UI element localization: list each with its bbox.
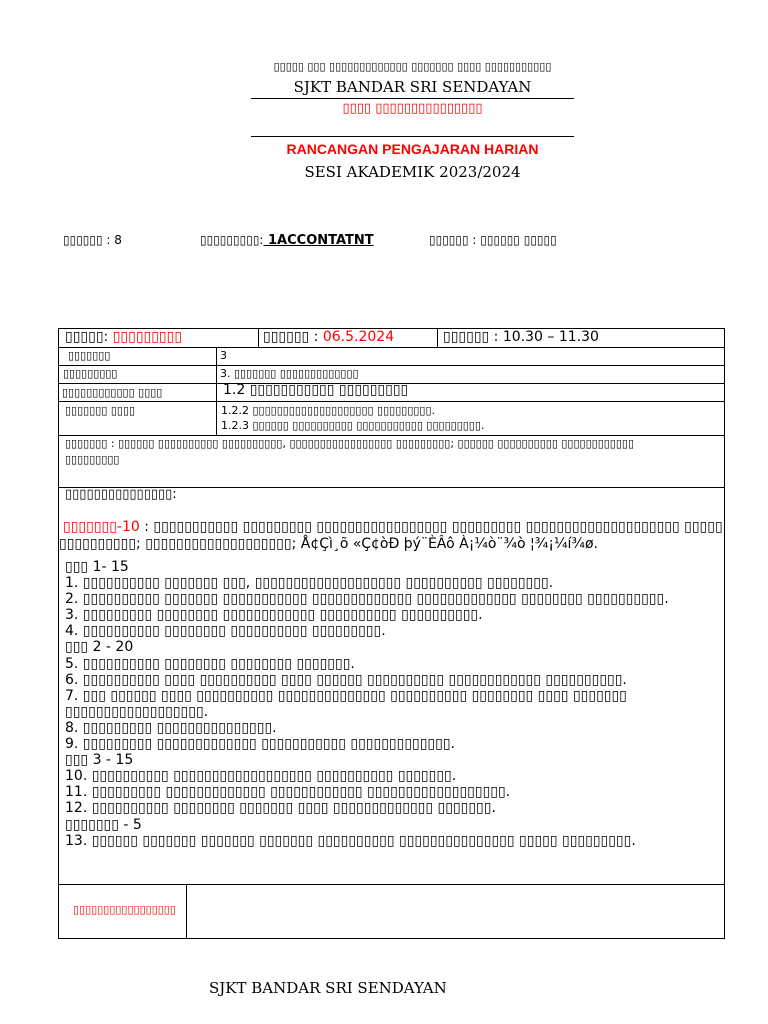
- session-label: SESI AKADEMIK 2023/2024: [304, 163, 521, 181]
- row-value-content-standard: 1.2 ▯▯▯▯▯▯▯▯▯▯▯ ▯▯▯▯▯▯▯▯▯: [223, 382, 409, 398]
- day-label: ▯▯▯▯▯:: [65, 329, 109, 345]
- subject-label: ▯▯▯▯▯▯ : ▯▯▯▯▯▯ ▯▯▯▯▯: [429, 233, 557, 247]
- list-item: 9. ▯▯▯▯▯▯▯▯▯ ▯▯▯▯▯▯▯▯▯▯▯▯▯ ▯▯▯▯▯▯▯▯▯▯▯ ▯▯▯▯▯▯▯▯▯▯▯▯▯.: [65, 736, 455, 753]
- date-label: ▯▯▯▯▯▯ :: [263, 329, 323, 345]
- school-name: SJKT BANDAR SRI SENDAYAN: [293, 78, 532, 96]
- list-item: 1. ▯▯▯▯▯▯▯▯▯▯ ▯▯▯▯▯▯▯ ▯▯▯, ▯▯▯▯▯▯▯▯▯▯▯▯▯▯▯▯▯▯▯ ▯▯▯▯▯▯▯▯▯▯ ▯▯▯▯▯▯▯▯.: [65, 575, 554, 592]
- table-divider: [59, 347, 724, 348]
- list-item: 11. ▯▯▯▯▯▯▯▯▯ ▯▯▯▯▯▯▯▯▯▯▯▯▯ ▯▯▯▯▯▯▯▯▯▯▯▯ ▯▯▯▯▯▯▯▯▯▯▯▯▯▯▯▯▯▯.: [65, 784, 511, 801]
- list-item: 13. ▯▯▯▯▯▯ ▯▯▯▯▯▯▯ ▯▯▯▯▯▯▯ ▯▯▯▯▯▯▯ ▯▯▯▯▯▯▯▯▯▯ ▯▯▯▯▯▯▯▯▯▯▯▯▯▯▯ ▯▯▯▯▯ ▯▯▯▯▯▯▯▯▯.: [65, 832, 636, 849]
- list-item: ▯▯▯▯▯▯▯▯▯▯▯▯▯▯▯▯▯▯.: [65, 703, 209, 720]
- list-item: ▯▯▯ 3 - 15: [65, 752, 134, 769]
- time-cell: ▯▯▯▯▯▯ : 10.30 – 11.30: [443, 329, 599, 345]
- table-divider: [59, 365, 724, 366]
- list-item: 12. ▯▯▯▯▯▯▯▯▯▯ ▯▯▯▯▯▯▯▯ ▯▯▯▯▯▯▯ ▯▯▯▯ ▯▯▯▯▯▯▯▯▯▯▯▯▯ ▯▯▯▯▯▯▯.: [65, 800, 496, 817]
- school-name-tamil: ▯▯▯▯▯ ▯▯▯ ▯▯▯▯▯▯▯▯▯▯▯▯▯ ▯▯▯▯▯▯▯ ▯▯▯▯ ▯▯▯▯▯▯▯▯▯▯▯: [273, 60, 552, 73]
- row-label-unit: ▯▯▯▯▯▯▯▯▯: [63, 367, 118, 380]
- table-divider: [437, 329, 438, 347]
- objective-line-2: ▯▯▯▯▯▯▯▯▯: [65, 453, 120, 466]
- activities-heading: ▯▯▯▯▯▯▯▯▯▯▯▯▯▯▯:: [65, 487, 177, 502]
- footer-school-name: SJKT BANDAR SRI SENDAYAN: [209, 979, 447, 997]
- list-item: 2. ▯▯▯▯▯▯▯▯▯▯ ▯▯▯▯▯▯▯ ▯▯▯▯▯▯▯▯▯▯▯ ▯▯▯▯▯▯▯▯▯▯▯▯▯ ▯▯▯▯▯▯▯▯▯▯▯▯▯ ▯▯▯▯▯▯▯▯ ▯▯▯▯▯▯▯▯▯▯.: [65, 591, 669, 608]
- week-label: ▯▯▯▯▯▯ : 8: [63, 233, 122, 247]
- activities-intro: [63, 519, 723, 535]
- document-title: RANCANGAN PENGAJARAN HARIAN: [286, 141, 539, 157]
- list-item: 4. ▯▯▯▯▯▯▯▯▯▯ ▯▯▯▯▯▯▯▯ ▯▯▯▯▯▯▯▯▯▯ ▯▯▯▯▯▯▯▯▯.: [65, 623, 386, 640]
- table-divider: [59, 401, 724, 402]
- reflection-label: ▯▯▯▯▯▯▯▯▯▯▯▯▯▯▯▯▯: [73, 903, 176, 916]
- class-info: [200, 233, 374, 248]
- date-cell: [263, 329, 394, 345]
- list-item: ▯▯▯ 2 - 20: [65, 639, 134, 656]
- list-item: 5. ▯▯▯▯▯▯▯▯▯▯ ▯▯▯▯▯▯▯▯ ▯▯▯▯▯▯▯▯ ▯▯▯▯▯▯▯.: [65, 655, 355, 672]
- row-label-content-standard: ▯▯▯▯▯▯▯▯▯▯▯▯ ▯▯▯▯: [62, 386, 163, 399]
- activity-steps: [65, 559, 669, 849]
- list-item: ▯▯▯ 1- 15: [65, 559, 129, 575]
- list-item: 8. ▯▯▯▯▯▯▯▯▯ ▯▯▯▯▯▯▯▯▯▯▯▯▯▯▯.: [65, 719, 277, 736]
- list-item: 7. ▯▯▯ ▯▯▯▯▯▯ ▯▯▯▯ ▯▯▯▯▯▯▯▯▯▯ ▯▯▯▯▯▯▯▯▯▯▯▯▯▯ ▯▯▯▯▯▯▯▯▯▯ ▯▯▯▯▯▯▯▯ ▯▯▯▯ ▯▯▯▯▯▯▯: [65, 687, 627, 704]
- class-label: ▯▯▯▯▯▯▯▯▯:: [200, 233, 264, 247]
- day-value: ▯▯▯▯▯▯▯▯▯: [108, 329, 183, 345]
- learning-standard-label: ▯▯▯▯▯▯▯ ▯▯▯▯: [65, 404, 136, 417]
- activities-intro-line-2: ▯▯▯▯▯▯▯▯▯▯; ▯▯▯▯▯▯▯▯▯▯▯▯▯▯▯▯▯▯▯; Å¢Çì¸õ «Ç¢òÐ þý¨ÈÂô À¡¼ò¨¾ò ¦¾¡¼í¾ø.: [59, 536, 598, 552]
- table-divider: [59, 884, 724, 885]
- list-item: 6. ▯▯▯▯▯▯▯▯▯▯ ▯▯▯▯ ▯▯▯▯▯▯▯▯▯▯ ▯▯▯▯ ▯▯▯▯▯▯ ▯▯▯▯▯▯▯▯▯▯ ▯▯▯▯▯▯▯▯▯▯▯▯ ▯▯▯▯▯▯▯▯▯▯.: [65, 671, 627, 688]
- table-divider: [216, 347, 217, 435]
- row-value-unit: 3. ▯▯▯▯▯▯▯ ▯▯▯▯▯▯▯▯▯▯▯▯▯: [220, 367, 359, 380]
- table-divider: [59, 435, 724, 436]
- table-divider: [186, 884, 187, 939]
- list-item: ▯▯▯▯▯▯▯ - 5: [65, 816, 142, 833]
- list-item: 3. ▯▯▯▯▯▯▯▯▯ ▯▯▯▯▯▯▯▯ ▯▯▯▯▯▯▯▯▯▯▯▯ ▯▯▯▯▯▯▯▯▯▯ ▯▯▯▯▯▯▯▯▯▯.: [65, 607, 483, 624]
- intro-label: ▯▯▯▯▯▯▯-10: [63, 519, 140, 535]
- intro-text: : ▯▯▯▯▯▯▯▯▯▯▯ ▯▯▯▯▯▯▯▯▯ ▯▯▯▯▯▯▯▯▯▯▯▯▯▯▯▯▯ ▯▯▯▯▯▯▯▯▯ ▯▯▯▯▯▯▯▯▯▯▯▯▯▯▯▯▯▯▯▯ ▯▯▯▯▯: [139, 519, 723, 535]
- lesson-plan-table: [58, 328, 725, 939]
- row-value-year: 3: [220, 349, 227, 362]
- table-divider: [258, 329, 259, 347]
- header-divider: [251, 98, 574, 99]
- row-label-year: ▯▯▯▯▯▯▯: [68, 349, 111, 362]
- objective-line-1: ▯▯▯▯▯▯▯ : ▯▯▯▯▯▯ ▯▯▯▯▯▯▯▯▯▯ ▯▯▯▯▯▯▯▯▯▯, ▯▯▯▯▯▯▯▯▯▯▯▯▯▯▯▯▯ ▯▯▯▯▯▯▯▯▯; ▯▯▯▯▯▯ ▯▯▯▯▯▯▯▯▯▯ ▯▯▯▯▯▯▯▯▯▯▯▯: [65, 437, 635, 450]
- day-cell: [65, 329, 182, 345]
- learning-standard-1: 1.2.2 ▯▯▯▯▯▯▯▯▯▯▯▯▯▯▯▯▯▯▯▯ ▯▯▯▯▯▯▯▯▯.: [221, 404, 436, 417]
- subtitle-tamil: ▯▯▯▯ ▯▯▯▯▯▯▯▯▯▯▯▯▯▯▯: [342, 101, 483, 116]
- learning-standard-2: 1.2.3 ▯▯▯▯▯▯ ▯▯▯▯▯▯▯▯▯▯ ▯▯▯▯▯▯▯▯▯▯▯ ▯▯▯▯▯▯▯▯▯.: [221, 419, 485, 432]
- date-value: 06.5.2024: [322, 329, 395, 345]
- list-item: 10. ▯▯▯▯▯▯▯▯▯▯ ▯▯▯▯▯▯▯▯▯▯▯▯▯▯▯▯▯▯ ▯▯▯▯▯▯▯▯▯▯ ▯▯▯▯▯▯▯.: [65, 768, 457, 785]
- class-value: 1ACCONTATNT: [263, 233, 374, 248]
- header-divider: [251, 136, 574, 137]
